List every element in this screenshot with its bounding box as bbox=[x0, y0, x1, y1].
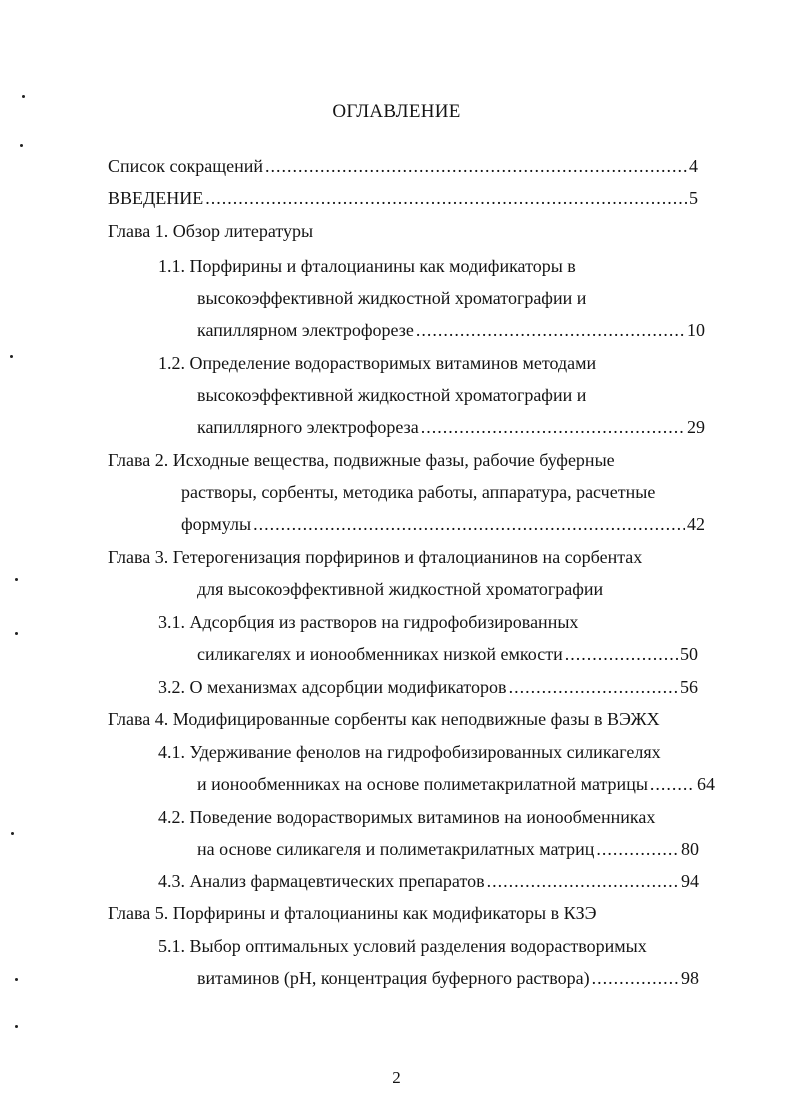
toc-chapter-1[interactable]: Глава 1. Обзор литературы bbox=[108, 221, 314, 241]
toc-section-5-1-end[interactable] bbox=[197, 967, 699, 989]
toc-entry-text: Список сокращений bbox=[108, 156, 263, 176]
scan-speck bbox=[15, 1025, 18, 1028]
dot-leader bbox=[421, 416, 685, 438]
dot-leader bbox=[205, 187, 687, 209]
dot-leader bbox=[596, 838, 679, 860]
toc-section-4-2[interactable]: 4.2. Поведение водорастворимых витаминов на ионообменниках bbox=[158, 807, 656, 827]
toc-entry-text: и ионообменниках на основе полиметакрилатной матрицы bbox=[197, 774, 648, 794]
toc-entry-page: 98 bbox=[681, 968, 699, 988]
toc-section-3-1[interactable]: 3.1. Адсорбция из растворов на гидрофобизированных bbox=[158, 612, 579, 632]
toc-chapter-2-end[interactable] bbox=[181, 513, 705, 535]
dot-leader bbox=[565, 643, 678, 665]
toc-section-1-2[interactable]: 1.2. Определение водорастворимых витаминов методами bbox=[158, 353, 597, 373]
toc-entry-text: капиллярном электрофорезе bbox=[197, 320, 414, 340]
toc-entry-page: 4 bbox=[689, 156, 698, 176]
toc-chapter-2-cont: растворы, сорбенты, методика работы, аппаратура, расчетные bbox=[181, 482, 656, 502]
toc-section-1-2-cont: высокоэффективной жидкостной хроматографии и bbox=[197, 385, 587, 405]
toc-entry-page: 94 bbox=[681, 871, 699, 891]
toc-section-4-3[interactable] bbox=[158, 870, 699, 892]
toc-section-4-1-end[interactable] bbox=[197, 773, 715, 795]
toc-chapter-3-cont: для высокоэффективной жидкостной хроматографии bbox=[197, 579, 604, 599]
scan-speck bbox=[11, 832, 14, 835]
dot-leader bbox=[650, 773, 695, 795]
dot-leader bbox=[265, 155, 687, 177]
dot-leader bbox=[487, 870, 679, 892]
scan-speck bbox=[15, 632, 18, 635]
toc-entry-text: витаминов (рН, концентрация буферного раствора) bbox=[197, 968, 590, 988]
toc-entry-page: 29 bbox=[687, 417, 705, 437]
toc-section-5-1[interactable]: 5.1. Выбор оптимальных условий разделения водорастворимых bbox=[158, 936, 647, 956]
toc-entry-page: 42 bbox=[687, 514, 705, 534]
toc-entry-introduction[interactable] bbox=[108, 187, 698, 209]
toc-chapter-3[interactable]: Глава 3. Гетерогенизация порфиринов и фталоцианинов на сорбентах bbox=[108, 547, 643, 567]
page-number: 2 bbox=[392, 1068, 401, 1087]
toc-entry-page: 5 bbox=[689, 188, 698, 208]
toc-entry-abbreviations[interactable] bbox=[108, 155, 698, 177]
scan-speck bbox=[15, 978, 18, 981]
toc-entry-page: 56 bbox=[680, 677, 698, 697]
toc-entry-text: ВВЕДЕНИЕ bbox=[108, 188, 204, 208]
toc-chapter-4[interactable]: Глава 4. Модифицированные сорбенты как неподвижные фазы в ВЭЖХ bbox=[108, 709, 660, 729]
toc-chapter-5[interactable]: Глава 5. Порфирины и фталоцианины как модификаторы в КЗЭ bbox=[108, 903, 597, 923]
toc-section-4-1[interactable]: 4.1. Удерживание фенолов на гидрофобизированных силикагелях bbox=[158, 742, 661, 762]
toc-section-4-2-end[interactable] bbox=[197, 838, 699, 860]
scan-speck bbox=[10, 355, 13, 358]
dot-leader bbox=[416, 319, 685, 341]
toc-entry-page: 80 bbox=[681, 839, 699, 859]
dot-leader bbox=[592, 967, 679, 989]
toc-entry-text: 4.3. Анализ фармацевтических препаратов bbox=[158, 871, 485, 891]
dot-leader bbox=[253, 513, 685, 535]
toc-section-1-1-cont: высокоэффективной жидкостной хроматографии и bbox=[197, 288, 587, 308]
toc-entry-text: силикагелях и ионообменниках низкой емкости bbox=[197, 644, 563, 664]
toc-entry-text: капиллярного электрофореза bbox=[197, 417, 419, 437]
toc-section-1-2-end[interactable] bbox=[197, 416, 705, 438]
toc-section-3-1-end[interactable] bbox=[197, 643, 698, 665]
toc-entry-page: 64 bbox=[697, 774, 715, 794]
toc-entry-page: 10 bbox=[687, 320, 705, 340]
scan-speck bbox=[22, 95, 25, 98]
toc-section-3-2[interactable] bbox=[158, 676, 698, 698]
scan-speck bbox=[15, 578, 18, 581]
dot-leader bbox=[509, 676, 678, 698]
toc-section-1-1-end[interactable] bbox=[197, 319, 705, 341]
toc-section-1-1[interactable]: 1.1. Порфирины и фталоцианины как модификаторы в bbox=[158, 256, 576, 276]
toc-entry-text: формулы bbox=[181, 514, 252, 534]
toc-entry-text: на основе силикагеля и полиметакрилатных матриц bbox=[197, 839, 595, 859]
toc-chapter-2[interactable]: Глава 2. Исходные вещества, подвижные фазы, рабочие буферные bbox=[108, 450, 615, 470]
scan-speck bbox=[20, 144, 23, 147]
toc-entry-page: 50 bbox=[680, 644, 698, 664]
toc-entry-text: 3.2. О механизмах адсорбции модификаторов bbox=[158, 677, 507, 697]
page-title: ОГЛАВЛЕНИЕ bbox=[332, 101, 461, 122]
